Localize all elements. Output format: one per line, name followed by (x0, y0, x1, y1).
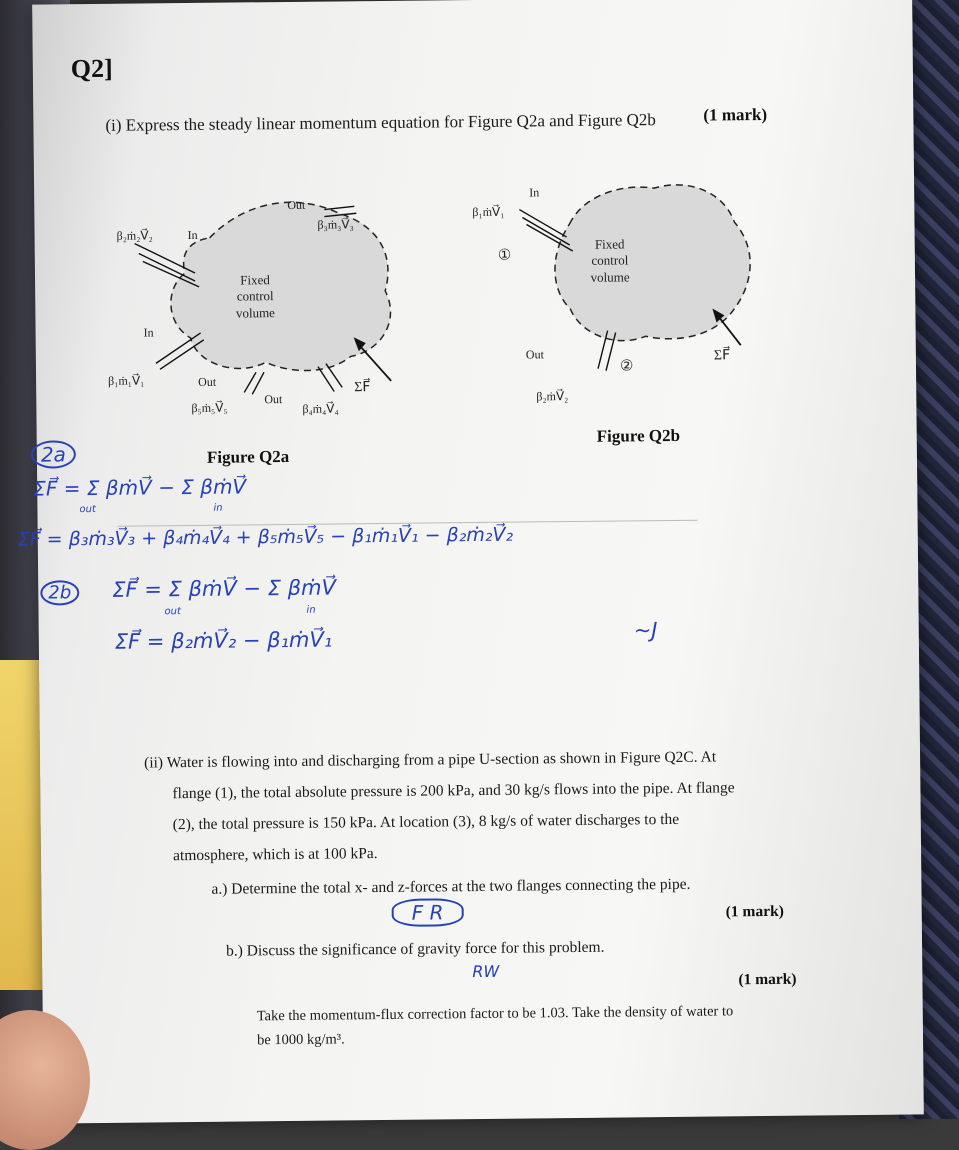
label-flux-1-b: β₁ṁV⃗₁ (472, 204, 505, 220)
part-ii-b-text: b.) Discuss the significance of gravity force for this problem. (225, 938, 605, 960)
label-out-top-a: Out (287, 197, 306, 212)
label-flux-5: β₅ṁ₅V⃗₅ (191, 400, 228, 415)
label-node-2: ② (619, 358, 634, 375)
label-flux-1: β₁ṁ₁V⃗₁ (108, 373, 145, 388)
handwritten-note-a: F R (392, 898, 464, 927)
label-in-left-a: In (143, 325, 154, 340)
arrow-out-bottom-left-a (244, 372, 264, 394)
label-flux-2-b: β₂ṁV⃗₂ (536, 389, 569, 404)
handwritten-line-2: ΣF⃗ = β₃ṁ₃V⃗₃ + β₄ṁ₄V⃗₄ + β₅ṁ₅V⃗₅ − β₁ṁ₁V⃗₁ − β₂ṁ₂V⃗₂ (17, 523, 514, 551)
cv-text-a-line1: Fixed (240, 272, 270, 288)
handwritten-line-1: ΣF⃗ = Σ βṁV⃗ − Σ βṁV⃗ (33, 474, 247, 501)
part-ii-line-3: (2), the total pressure is 150 kPa. At location (3), 8 kg/s of water discharges to the (172, 810, 680, 834)
handwritten-line-1-sub-out: out (79, 503, 96, 516)
handwritten-check: ~J (633, 618, 658, 643)
label-sum-f-a: ΣF⃗ (354, 380, 371, 396)
handwritten-line-1-sub-in: in (213, 502, 223, 514)
question-number: Q2] (70, 53, 113, 84)
exam-paper (17, 0, 924, 1124)
caption-figure-q2b: Figure Q2b (596, 425, 681, 446)
cv-text-a-line2: control (236, 288, 274, 304)
part-ii-b-mark: (1 mark) (738, 970, 797, 989)
handwritten-tag-2a: 2a (31, 440, 76, 468)
cv-text-b-line2: control (591, 252, 629, 269)
label-in-top-a: In (187, 227, 198, 243)
cv-text-b (575, 236, 646, 285)
handwritten-initials: RW (472, 961, 500, 982)
part-ii-note-line-1: Take the momentum-flux correction factor to be 1.03. Take the density of water to (256, 1003, 734, 1025)
figure-q2b (474, 167, 796, 410)
label-out-bottom-left-a: Out (198, 374, 217, 389)
label-flux-3: β₃ṁ₃V⃗₃ (317, 217, 354, 232)
part-ii-note (257, 999, 734, 1052)
handwritten-tag-2b: 2b (40, 580, 79, 605)
part-i-mark: (1 mark) (703, 104, 768, 125)
label-out-b: Out (525, 347, 544, 362)
handwritten-line-3: ΣF⃗ = Σ βṁV⃗ − Σ βṁV⃗ (112, 575, 336, 602)
part-ii-a-text: a.) Determine the total x- and z-forces at the two flanges connecting the pipe. (211, 875, 691, 898)
cv-text-a-line3: volume (235, 304, 275, 321)
part-ii-note-line-2: be 1000 kg/m³. (256, 1031, 345, 1049)
label-flux-4: β₄ṁ₄V⃗₄ (302, 401, 339, 416)
label-flux-2: β₂ṁ₂V⃗₂ (116, 228, 153, 243)
part-ii-line-2: flange (1), the total absolute pressure is 200 kPa, and 30 kg/s flows into the pipe. At flange (172, 779, 735, 803)
cv-text-a (225, 272, 286, 321)
caption-figure-q2a: Figure Q2a (206, 446, 290, 467)
label-sum-f-b: ΣF⃗ (713, 348, 731, 364)
part-ii-paragraph (144, 740, 865, 872)
part-ii-line-4: atmosphere, which is at 100 kPa. (172, 845, 378, 865)
part-ii-a-mark: (1 mark) (725, 902, 784, 921)
handwritten-line-4: ΣF⃗ = β₂ṁV⃗₂ − β₁ṁV⃗₁ (114, 627, 333, 654)
cv-text-b-line3: volume (590, 268, 630, 285)
label-node-1: ① (497, 247, 512, 264)
part-ii-line-1: (ii) Water is flowing into and discharging from a pipe U-section as shown in Figure Q2C. At (144, 748, 717, 772)
handwritten-line-3-sub-in: in (306, 604, 316, 616)
handwritten-line-3-sub-out: out (164, 606, 181, 618)
cv-text-b-line1: Fixed (594, 236, 625, 252)
label-in-b: In (529, 185, 540, 200)
label-out-bottom-mid-a: Out (264, 392, 283, 407)
part-i-text: (i) Express the steady linear momentum equation for Figure Q2a and Figure Q2b (105, 110, 656, 135)
